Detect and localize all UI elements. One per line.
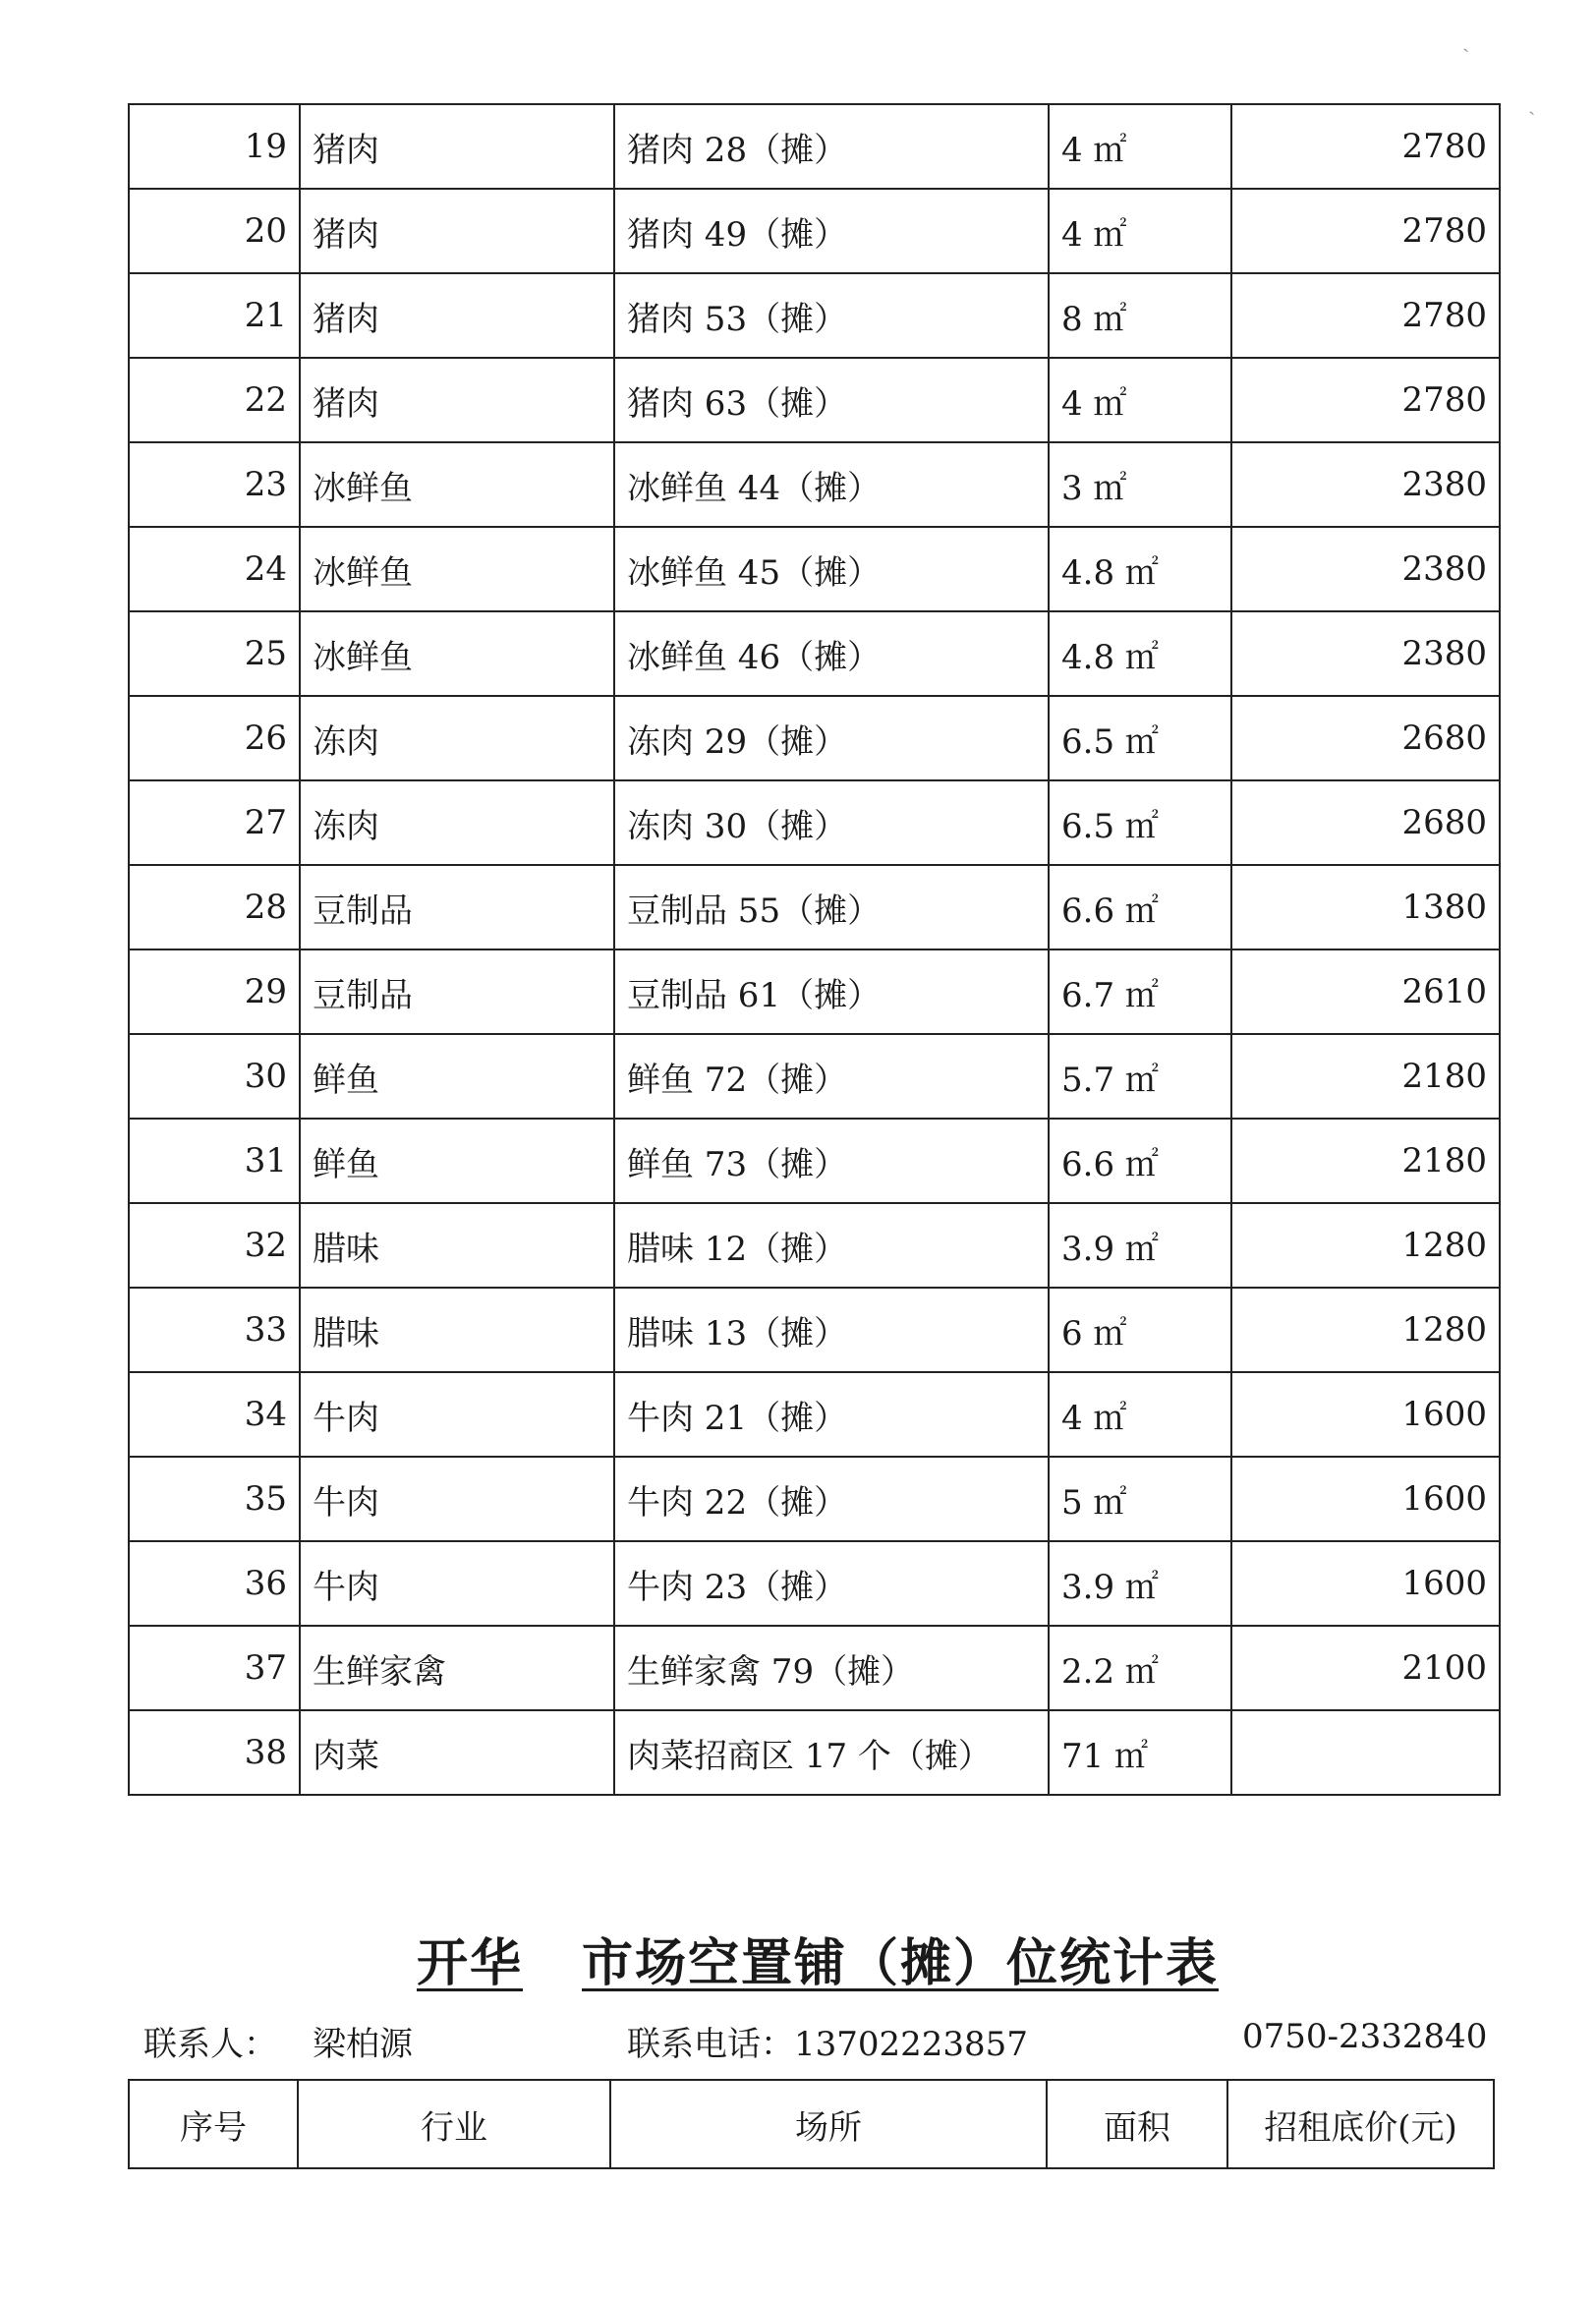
row-number: 38 [129,1710,300,1795]
row-area: 3 ㎡ [1049,442,1231,527]
contact-person [143,2017,413,2065]
row-area: 3.9 ㎡ [1049,1203,1231,1288]
row-industry: 鲜鱼 [300,1034,614,1119]
row-industry: 猪肉 [300,358,614,442]
row-area: 3.9 ㎡ [1049,1541,1231,1626]
row-location: 冰鲜鱼 46（摊） [614,611,1049,696]
table-row [129,442,1500,527]
row-price: 2380 [1231,527,1500,611]
page-title [0,1922,1596,1995]
row-area: 6.5 ㎡ [1049,696,1231,780]
row-number: 34 [129,1372,300,1457]
table-row [129,1288,1500,1372]
row-price: 1600 [1231,1541,1500,1626]
row-area: 2.2 ㎡ [1049,1626,1231,1710]
contact-phone-label: 联系电话： [627,2025,794,2064]
header-location: 场所 [610,2080,1047,2168]
table-row [129,1710,1500,1795]
row-number: 33 [129,1288,300,1372]
row-number: 36 [129,1541,300,1626]
row-number: 20 [129,189,300,273]
row-area: 6.7 ㎡ [1049,949,1231,1034]
row-location: 牛肉 22（摊） [614,1457,1049,1541]
row-location: 鲜鱼 73（摊） [614,1119,1049,1203]
row-price: 2180 [1231,1119,1500,1203]
table-row [129,1626,1500,1710]
row-industry: 冻肉 [300,780,614,865]
row-area: 4 ㎡ [1049,358,1231,442]
table-row [129,1203,1500,1288]
vacant-stalls-table [128,103,1501,1796]
row-location: 腊味 12（摊） [614,1203,1049,1288]
row-industry: 豆制品 [300,949,614,1034]
table-row [129,949,1500,1034]
contact-person-label: 联系人： [143,2025,277,2064]
row-location: 豆制品 55（摊） [614,865,1049,949]
table-row [129,780,1500,865]
row-number: 22 [129,358,300,442]
table-row [129,1119,1500,1203]
row-industry: 冰鲜鱼 [300,442,614,527]
table-row [129,865,1500,949]
row-industry: 鲜鱼 [300,1119,614,1203]
row-location: 冰鲜鱼 44（摊） [614,442,1049,527]
row-industry: 牛肉 [300,1372,614,1457]
table-row [129,696,1500,780]
row-location: 冰鲜鱼 45（摊） [614,527,1049,611]
row-price: 2380 [1231,442,1500,527]
row-industry: 猪肉 [300,189,614,273]
row-industry: 猪肉 [300,104,614,189]
row-location: 猪肉 63（摊） [614,358,1049,442]
table-row [129,358,1500,442]
row-industry: 牛肉 [300,1457,614,1541]
table-row [129,104,1500,189]
row-number: 30 [129,1034,300,1119]
row-price: 1380 [1231,865,1500,949]
row-industry: 冰鲜鱼 [300,527,614,611]
row-number: 23 [129,442,300,527]
row-price: 2780 [1231,104,1500,189]
row-area: 71 ㎡ [1049,1710,1231,1795]
row-number: 26 [129,696,300,780]
header-price: 招租底价(元) [1227,2080,1494,2168]
row-area: 4 ㎡ [1049,1372,1231,1457]
row-location: 牛肉 23（摊） [614,1541,1049,1626]
scan-mark: ˏ [1528,91,1536,116]
row-price [1231,1710,1500,1795]
row-industry: 豆制品 [300,865,614,949]
row-price: 2780 [1231,189,1500,273]
row-industry: 牛肉 [300,1541,614,1626]
row-price: 2780 [1231,358,1500,442]
row-area: 8 ㎡ [1049,273,1231,358]
table-body [129,104,1500,1795]
row-location: 腊味 13（摊） [614,1288,1049,1372]
header-industry: 行业 [298,2080,610,2168]
row-industry: 生鲜家禽 [300,1626,614,1710]
row-number: 19 [129,104,300,189]
row-location: 生鲜家禽 79（摊） [614,1626,1049,1710]
row-number: 35 [129,1457,300,1541]
row-location: 鲜鱼 72（摊） [614,1034,1049,1119]
row-area: 4.8 ㎡ [1049,611,1231,696]
table-row [129,1372,1500,1457]
row-number: 32 [129,1203,300,1288]
row-area: 4.8 ㎡ [1049,527,1231,611]
row-industry: 肉菜 [300,1710,614,1795]
row-price: 2380 [1231,611,1500,696]
row-number: 29 [129,949,300,1034]
header-area: 面积 [1047,2080,1227,2168]
row-price: 2100 [1231,1626,1500,1710]
row-price: 2680 [1231,696,1500,780]
row-area: 6.6 ㎡ [1049,865,1231,949]
contact-mobile: 13702223857 [794,2025,1028,2064]
row-area: 4 ㎡ [1049,189,1231,273]
contact-person-name: 梁柏源 [313,2025,413,2064]
row-area: 6 ㎡ [1049,1288,1231,1372]
table-row [129,611,1500,696]
row-number: 27 [129,780,300,865]
row-industry: 冰鲜鱼 [300,611,614,696]
row-industry: 冻肉 [300,696,614,780]
row-number: 25 [129,611,300,696]
row-area: 6.5 ㎡ [1049,780,1231,865]
row-number: 24 [129,527,300,611]
table-row [129,1034,1500,1119]
row-location: 豆制品 61（摊） [614,949,1049,1034]
table-row [129,1457,1500,1541]
row-number: 21 [129,273,300,358]
contact-phone [627,2017,1028,2065]
table-row [129,1541,1500,1626]
market-name: 开华 [416,1933,523,1993]
row-location: 猪肉 49（摊） [614,189,1049,273]
row-location: 牛肉 21（摊） [614,1372,1049,1457]
row-area: 4 ㎡ [1049,104,1231,189]
row-area: 5.7 ㎡ [1049,1034,1231,1119]
table-row [129,527,1500,611]
row-location: 冻肉 30（摊） [614,780,1049,865]
header-no: 序号 [129,2080,298,2168]
row-industry: 猪肉 [300,273,614,358]
scan-mark: ˎ [1462,29,1470,53]
row-number: 31 [129,1119,300,1203]
row-location: 冻肉 29（摊） [614,696,1049,780]
contact-landline: 0750-2332840 [1242,2017,1488,2056]
row-industry: 腊味 [300,1288,614,1372]
row-location: 肉菜招商区 17 个（摊） [614,1710,1049,1795]
header-table [128,2079,1495,2169]
row-area: 5 ㎡ [1049,1457,1231,1541]
row-price: 1600 [1231,1457,1500,1541]
title-text: 市场空置铺（摊）位统计表 [582,1933,1220,1993]
row-number: 28 [129,865,300,949]
row-location: 猪肉 53（摊） [614,273,1049,358]
row-price: 2780 [1231,273,1500,358]
row-industry: 腊味 [300,1203,614,1288]
row-price: 2610 [1231,949,1500,1034]
row-location: 猪肉 28（摊） [614,104,1049,189]
header-row [129,2080,1494,2168]
table-row [129,273,1500,358]
row-number: 37 [129,1626,300,1710]
row-price: 1280 [1231,1203,1500,1288]
row-price: 2180 [1231,1034,1500,1119]
row-price: 1600 [1231,1372,1500,1457]
table-row [129,189,1500,273]
row-area: 6.6 ㎡ [1049,1119,1231,1203]
row-price: 1280 [1231,1288,1500,1372]
row-price: 2680 [1231,780,1500,865]
